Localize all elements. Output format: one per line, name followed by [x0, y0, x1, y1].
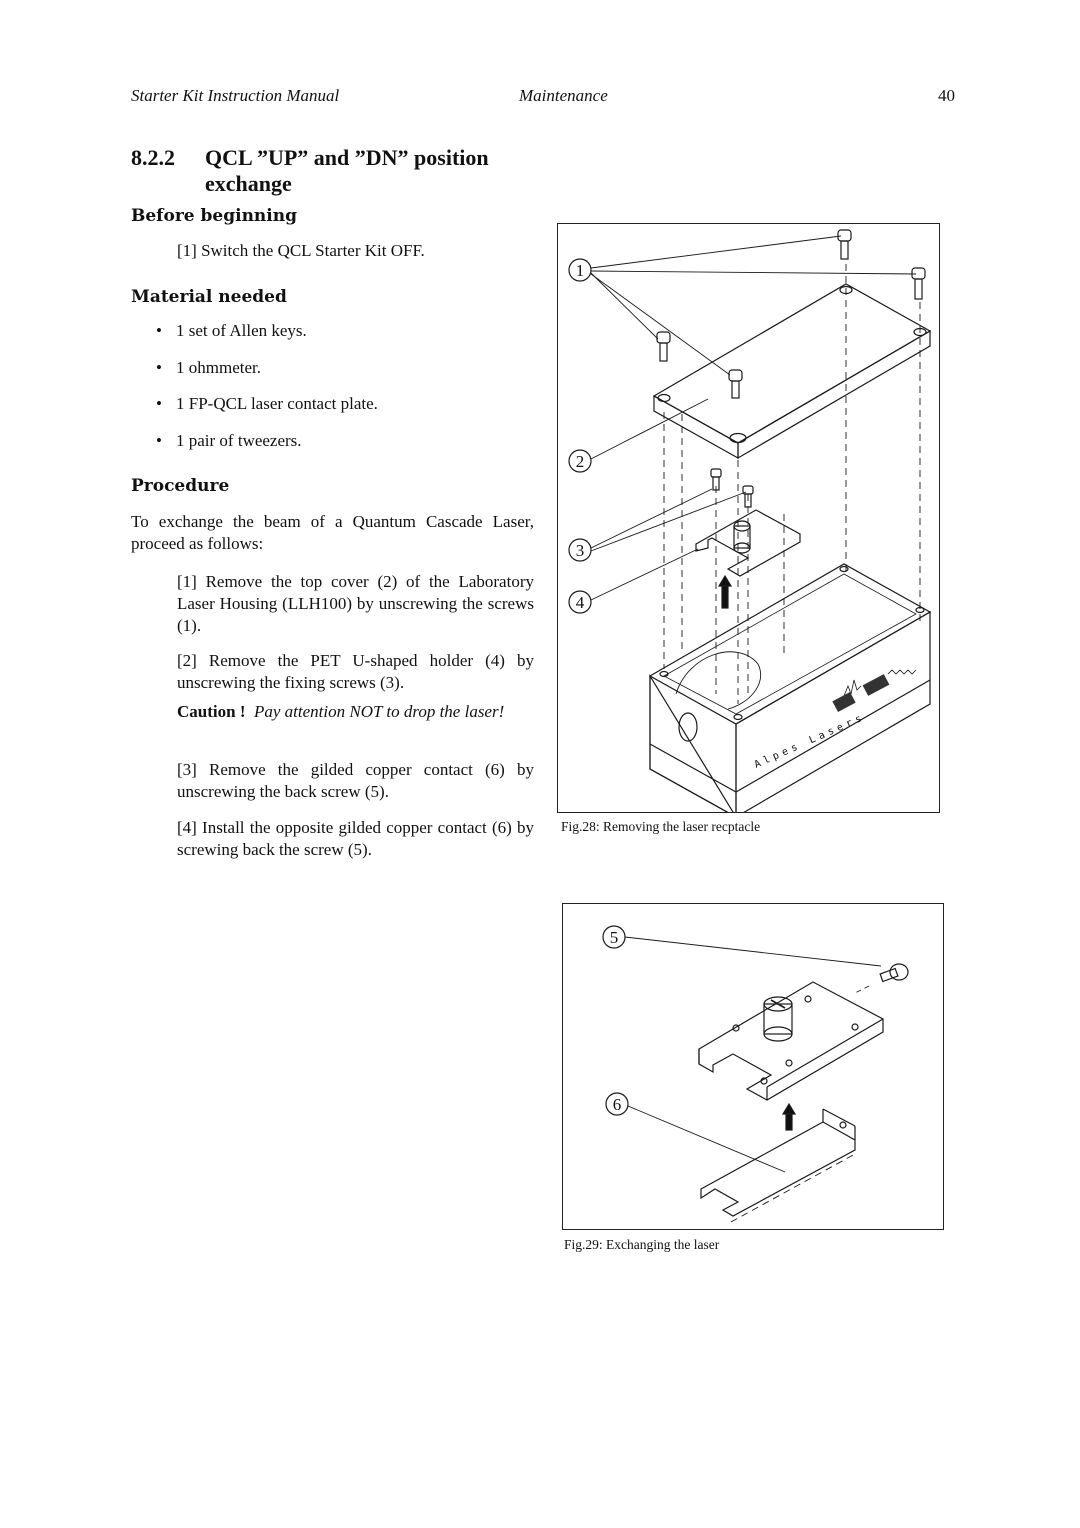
figure-29-caption: Fig.29: Exchanging the laser — [564, 1237, 720, 1252]
bullet-icon: • — [156, 430, 162, 450]
procedure-intro: To exchange the beam of a Quantum Cascade Laser, proceed as follows: — [131, 512, 534, 553]
leader-lines — [591, 236, 916, 600]
caution-text: Pay attention NOT to drop the laser! — [253, 702, 505, 721]
screw-icon — [657, 332, 670, 361]
material-list — [156, 320, 378, 466]
svg-text:4: 4 — [575, 593, 585, 612]
callout-2 — [569, 450, 591, 472]
up-arrow-icon — [719, 576, 731, 608]
callout-3 — [569, 539, 591, 561]
before-beginning-heading: Before beginning — [131, 206, 297, 226]
callout-1 — [569, 259, 591, 281]
contact-plate — [699, 982, 883, 1100]
procedure-step-3: [3] Remove the gilded copper contact (6) by unscrewing the back screw (5). — [177, 760, 534, 801]
callout-5 — [603, 926, 625, 948]
bullet-icon: • — [156, 357, 162, 377]
svg-text:6: 6 — [612, 1095, 622, 1114]
caution-note — [177, 701, 534, 723]
svg-text:5: 5 — [609, 928, 619, 947]
figure-29-contact-exchange — [562, 903, 944, 1230]
list-item: • 1 set of Allen keys. — [156, 321, 307, 340]
caution-label: Caution ! — [177, 702, 246, 721]
procedure-heading: Procedure — [131, 476, 230, 496]
running-header-title: Starter Kit Instruction Manual — [131, 86, 340, 105]
screw-icon — [853, 964, 908, 994]
procedure-step-1: [1] Remove the top cover (2) of the Laboratory Laser Housing (LLH100) by unscrewing the screws (1). — [177, 572, 534, 635]
assembly-guide-lines — [664, 264, 920, 704]
material-needed-heading: Material needed — [131, 287, 287, 307]
svg-text:1: 1 — [575, 261, 585, 280]
screw-icon — [912, 268, 925, 299]
svg-text:2: 2 — [575, 452, 585, 471]
section-title: QCL ”UP” and ”DN” position exchange — [205, 145, 489, 196]
bullet-icon: • — [156, 394, 162, 413]
housing-brand-text: Alpes Lasers — [752, 711, 868, 771]
figure-28-caption: Fig.28: Removing the laser recptacle — [561, 819, 761, 834]
list-item: • 1 pair of tweezers. — [156, 430, 302, 450]
callout-6 — [606, 1093, 628, 1115]
screw-icon — [729, 370, 742, 398]
procedure-step-4: [4] Install the opposite gilded copper contact (6) by screwing back the screw (5). — [177, 818, 534, 859]
callout-4 — [569, 591, 591, 613]
section-number: 8.2.2 — [131, 145, 175, 170]
screw-icon — [838, 230, 851, 259]
svg-text:3: 3 — [575, 541, 585, 560]
top-cover-plate — [654, 284, 930, 458]
procedure-step-2: [2] Remove the PET U-shaped holder (4) by unscrewing the fixing screws (3). — [177, 651, 534, 692]
gilded-copper-contact — [701, 1109, 855, 1222]
leader-lines — [625, 937, 881, 1172]
running-header-chapter: Maintenance — [519, 86, 608, 105]
list-item: • 1 FP-QCL laser contact plate. — [156, 394, 378, 413]
laser-housing-body — [650, 564, 930, 812]
figure-28-exploded-housing — [557, 223, 940, 813]
list-item: • 1 ohmmeter. — [156, 357, 261, 377]
bullet-icon: • — [156, 321, 162, 340]
page-number: 40 — [938, 86, 955, 105]
before-beginning-step: [1] Switch the QCL Starter Kit OFF. — [177, 241, 425, 260]
up-arrow-icon — [783, 1104, 795, 1130]
